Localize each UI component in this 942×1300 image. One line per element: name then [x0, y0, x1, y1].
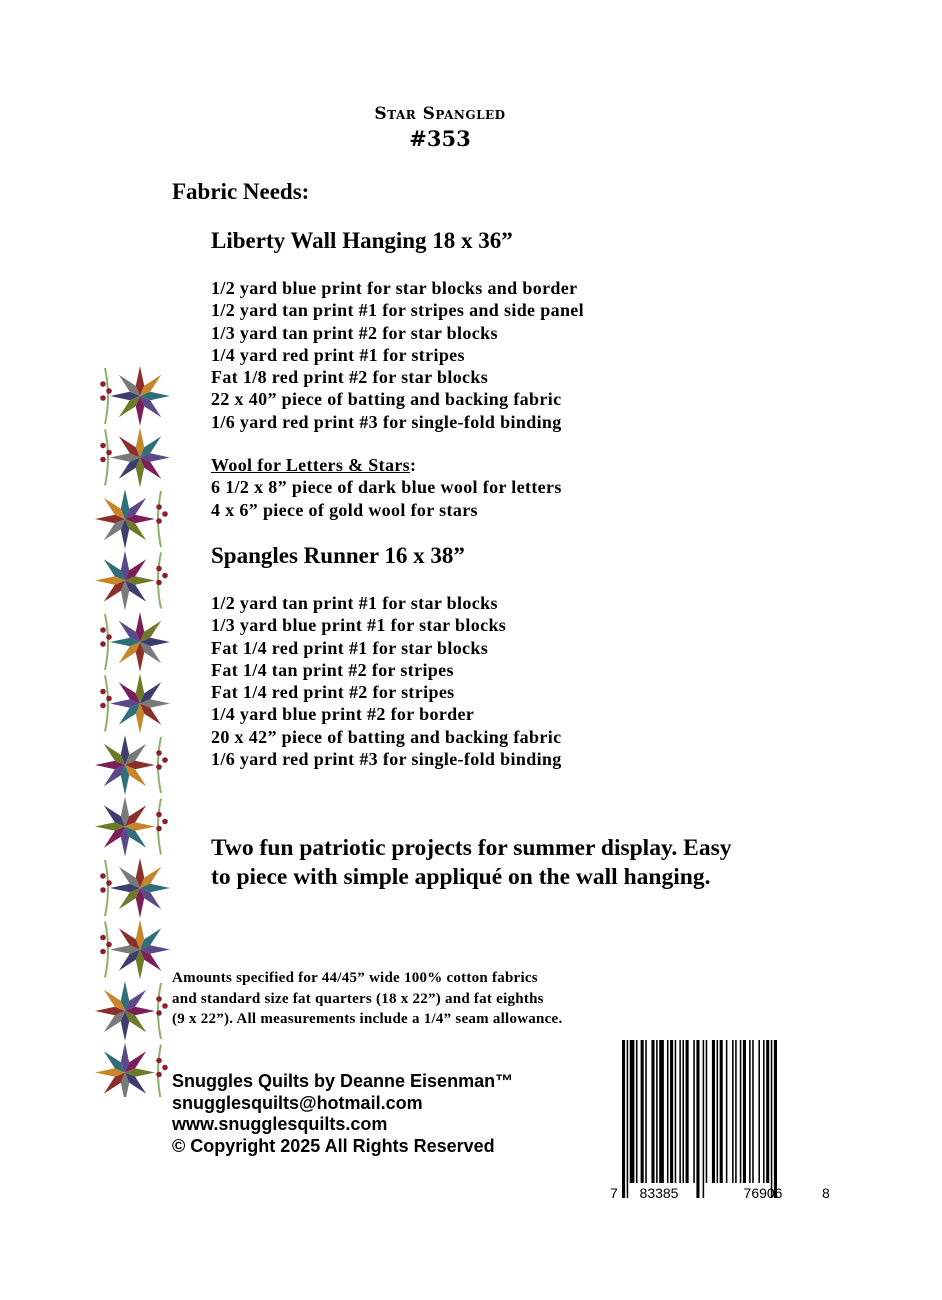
list-item: 1/2 yard tan print #1 for star blocks [211, 593, 498, 613]
liberty-fabric-list [211, 277, 584, 433]
barcode-group-right: 76906 [743, 1185, 783, 1201]
list-item: 1/4 yard red print #1 for stripes [211, 344, 465, 365]
berry [162, 1003, 168, 1009]
vine-stem [158, 1045, 161, 1098]
promo-line: Two fun patriotic projects for summer display. Easy [211, 835, 732, 861]
barcode-bar [752, 1040, 754, 1183]
vine-stem [105, 430, 108, 486]
contact-block [172, 1071, 513, 1157]
barcode-bar [766, 1040, 769, 1183]
note-line: and standard size fat quarters (18 x 22”) and fat eighths [172, 990, 544, 1007]
barcode-bar [659, 1040, 664, 1183]
barcode-bar [682, 1040, 684, 1183]
berry [162, 757, 168, 763]
berry [100, 873, 106, 879]
barcode-bar [706, 1040, 708, 1183]
barcode-bar [732, 1040, 734, 1183]
eight-point-star [110, 674, 170, 734]
barcode-bar [696, 1040, 699, 1198]
berry [156, 1058, 162, 1064]
eight-point-star [110, 366, 170, 426]
eight-point-star [95, 1043, 155, 1098]
spangles-fabric-list [211, 592, 562, 770]
barcode-bar [675, 1040, 677, 1183]
berry [156, 504, 162, 510]
fabric-note [172, 968, 562, 1030]
list-item: 20 x 42” piece of batting and backing fabric [211, 726, 562, 747]
berry [106, 388, 112, 394]
list-item: 1/2 yard blue print for star blocks and border [211, 278, 578, 298]
berry [106, 450, 112, 456]
berry [106, 696, 112, 702]
copyright-notice: © Copyright 2025 All Rights Reserved [172, 1135, 495, 1156]
berry [106, 634, 112, 640]
vine-stem [105, 368, 108, 424]
barcode-bar [743, 1040, 746, 1183]
barcode-bar [703, 1040, 705, 1198]
barcode-digit-last: 8 [822, 1185, 830, 1201]
barcode-bar [735, 1040, 737, 1183]
berry [100, 949, 106, 955]
eight-point-star [110, 858, 170, 918]
barcode-bar [774, 1040, 777, 1198]
promo-line: to piece with simple appliqué on the wall hanging. [211, 864, 711, 890]
eight-point-star [95, 489, 155, 549]
barcode-bar [749, 1040, 751, 1183]
pattern-title: Star Spangled [374, 104, 506, 124]
eight-point-star [110, 612, 170, 672]
note-line: (9 x 22”). All measurements include a 1/4” seam allowance. [172, 1011, 563, 1027]
berry [156, 1072, 162, 1078]
list-item: 1/6 yard red print #3 for single-fold binding [211, 749, 562, 770]
list-item: 6 1/2 x 8” piece of dark blue wool for letters [211, 477, 562, 498]
fabric-needs-heading: Fabric Needs: [172, 179, 310, 204]
vine-stem [105, 614, 108, 670]
barcode-bar [693, 1040, 695, 1183]
list-item: Fat 1/4 tan print #2 for stripes [211, 659, 454, 680]
berry [156, 750, 162, 756]
company-name: Snuggles Quilts by Deanne Eisenman™ [172, 1071, 514, 1091]
vine-stem [105, 922, 108, 978]
pattern-number: #353 [409, 126, 471, 151]
barcode-bar [679, 1040, 681, 1183]
berry [100, 703, 106, 709]
list-item: Fat 1/4 red print #2 for stripes [211, 682, 455, 703]
berry [162, 511, 168, 517]
barcode-bar [651, 1040, 654, 1183]
berry [156, 812, 162, 818]
wool-heading [211, 454, 562, 476]
berry [156, 996, 162, 1002]
email-address: snugglesquilts@hotmail.com [172, 1092, 423, 1113]
barcode-bar [717, 1040, 719, 1183]
barcode [608, 1040, 833, 1205]
liberty-heading: Liberty Wall Hanging 18 x 36” [211, 228, 513, 253]
barcode-digit-first: 7 [610, 1185, 618, 1201]
berry [100, 381, 106, 387]
berry [100, 887, 106, 893]
berry [156, 580, 162, 586]
eight-point-star [95, 735, 155, 795]
berry [100, 395, 106, 401]
vine-stem [105, 860, 108, 916]
barcode-bar [771, 1040, 773, 1198]
list-item: 1/3 yard tan print #2 for star blocks [211, 322, 498, 343]
spangles-heading: Spangles Runner 16 x 38” [211, 543, 465, 568]
berry [162, 573, 168, 579]
berry [100, 689, 106, 695]
eight-point-star [95, 981, 155, 1041]
note-line: Amounts specified for 44/45” wide 100% cotton fabrics [172, 970, 538, 986]
promo-text [211, 834, 732, 892]
barcode-bars [608, 1040, 833, 1205]
website-url: www.snugglesquilts.com [172, 1114, 388, 1134]
star-border [95, 362, 175, 1097]
list-item: 4 x 6” piece of gold wool for stars [211, 499, 478, 520]
barcode-bar [670, 1040, 673, 1183]
eight-point-star [95, 551, 155, 611]
barcode-bar [641, 1040, 644, 1183]
list-item: 1/2 yard tan print #1 for stripes and side panel [211, 300, 585, 321]
berry [100, 627, 106, 633]
berry [156, 1010, 162, 1016]
list-item: 1/4 yard blue print #2 for border [211, 704, 475, 725]
list-item: Fat 1/8 red print #2 for star blocks [211, 367, 489, 388]
barcode-bar [686, 1040, 689, 1183]
barcode-bar [622, 1040, 625, 1198]
berry [156, 764, 162, 770]
berry [156, 826, 162, 832]
wool-heading-text: Wool for Letters & Stars [211, 455, 411, 475]
star-border-art [95, 362, 175, 1097]
list-item: 1/3 yard blue print #1 for star blocks [211, 615, 507, 636]
eight-point-star [95, 797, 155, 857]
barcode-bar [726, 1040, 728, 1183]
berry [100, 935, 106, 941]
barcode-bar [758, 1040, 760, 1183]
eight-point-star [110, 920, 170, 980]
barcode-bar [645, 1040, 647, 1183]
barcode-bar [740, 1040, 742, 1183]
list-item: 1/6 yard red print #3 for single-fold binding [211, 411, 562, 432]
berry [100, 457, 106, 463]
berry [156, 566, 162, 572]
berry [162, 819, 168, 825]
berry [100, 443, 106, 449]
wool-heading-colon: : [410, 455, 417, 475]
berry [156, 518, 162, 524]
barcode-bar [763, 1040, 765, 1183]
barcode-bar [720, 1040, 723, 1183]
barcode-bar [656, 1040, 658, 1183]
list-item: Fat 1/4 red print #1 for star blocks [211, 637, 489, 658]
berry [106, 880, 112, 886]
barcode-bar [712, 1040, 715, 1183]
barcode-bar [627, 1040, 629, 1198]
barcode-group-left: 83385 [639, 1185, 679, 1201]
wool-list [211, 454, 562, 521]
berry [106, 942, 112, 948]
eight-point-star [110, 428, 170, 488]
berry [100, 641, 106, 647]
barcode-bar [667, 1040, 669, 1183]
barcode-bar [630, 1040, 635, 1183]
barcode-bar [636, 1040, 638, 1183]
vine-stem [105, 676, 108, 732]
list-item: 22 x 40” piece of batting and backing fabric [211, 389, 562, 410]
berry [162, 1065, 168, 1071]
